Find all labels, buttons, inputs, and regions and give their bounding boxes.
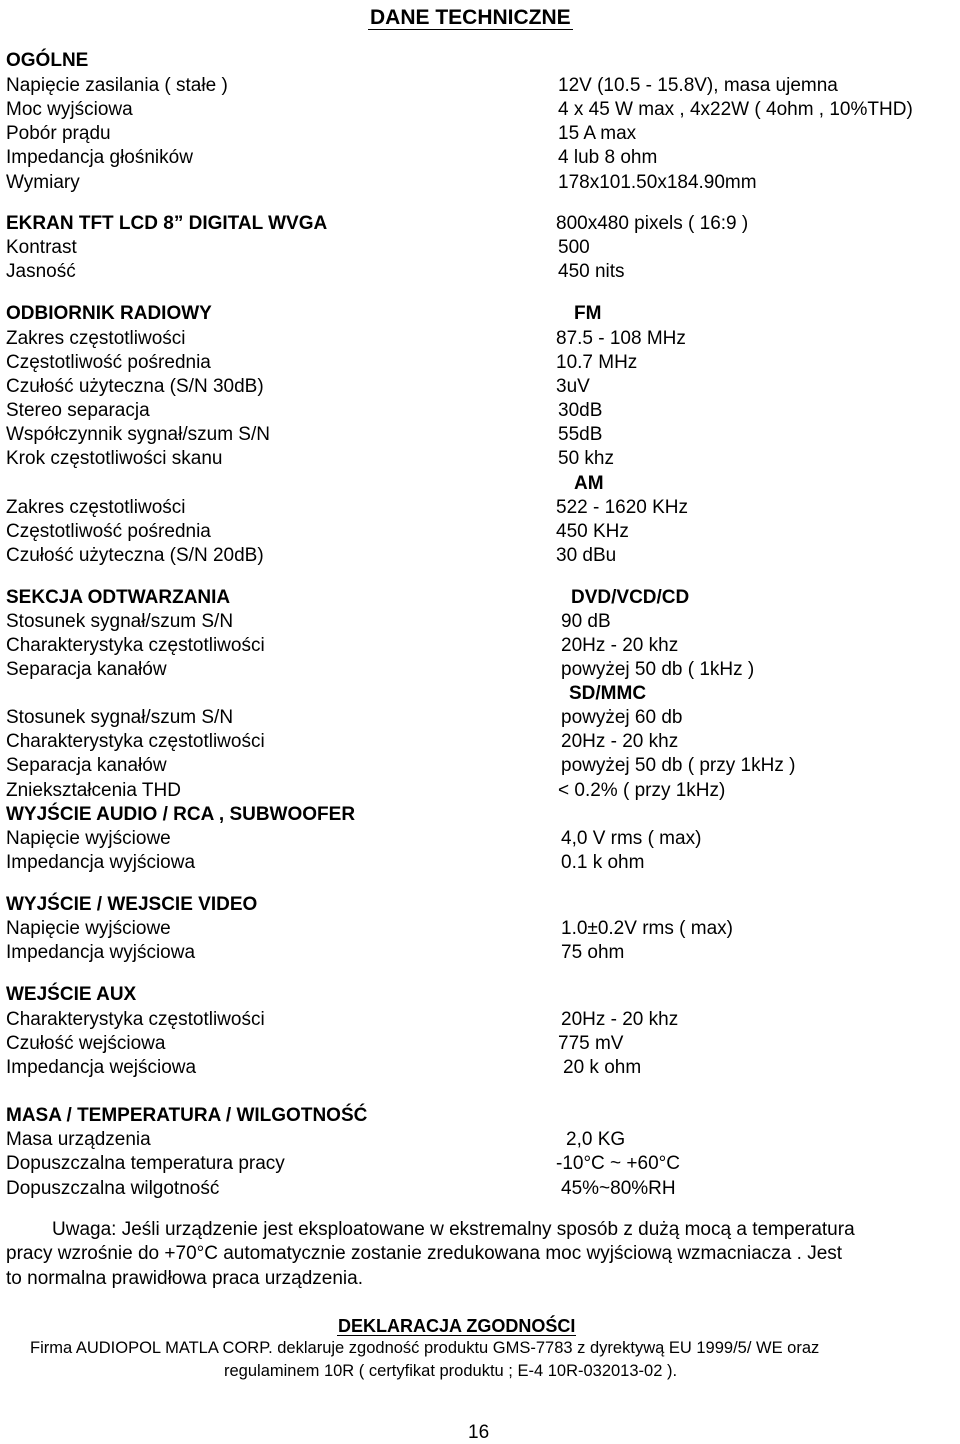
spec-value: powyżej 60 db — [561, 707, 683, 728]
spec-value: 20Hz - 20 khz — [561, 1009, 679, 1030]
spec-value: 20 k ohm — [563, 1057, 642, 1078]
spec-value: 3uV — [556, 376, 590, 397]
spec-value: 30 dBu — [556, 545, 617, 566]
declaration-line: regulaminem 10R ( certyfikat produktu ; E-4 10R-032013-02 ). — [224, 1362, 678, 1380]
spec-label: Stosunek sygnał/szum S/N — [6, 707, 234, 728]
spec-label: Kontrast — [6, 237, 77, 258]
spec-label: Impedancja wyjściowa — [6, 852, 196, 873]
spec-value: 30dB — [558, 400, 603, 421]
spec-label: Zakres częstotliwości — [6, 328, 186, 349]
spec-label: Impedancja głośników — [6, 147, 193, 168]
spec-value: 4 x 45 W max , 4x22W ( 4ohm , 10%THD) — [558, 99, 913, 120]
spec-value: -10°C ~ +60°C — [556, 1153, 680, 1174]
section-heading-audio-out: WYJŚCIE AUDIO / RCA , SUBWOOFER — [6, 804, 356, 825]
spec-label: Dopuszczalna wilgotność — [6, 1178, 220, 1199]
spec-label: Czułość użyteczna (S/N 30dB) — [6, 376, 264, 397]
spec-value: 10.7 MHz — [556, 352, 638, 373]
section-heading-radio: ODBIORNIK RADIOWY — [6, 303, 212, 324]
spec-value: powyżej 50 db ( przy 1kHz ) — [561, 755, 796, 776]
spec-label: Stosunek sygnał/szum S/N — [6, 611, 234, 632]
page-title: DANE TECHNICZNE — [370, 6, 571, 29]
spec-value: 55dB — [558, 424, 603, 445]
sub-heading-sd: SD/MMC — [569, 683, 647, 704]
spec-value: 450 KHz — [556, 521, 629, 542]
page-number: 16 — [468, 1422, 490, 1443]
spec-label: Napięcie wyjściowe — [6, 918, 171, 939]
spec-value: 50 khz — [558, 448, 614, 469]
section-heading-playback: SEKCJA ODTWARZANIA — [6, 587, 231, 608]
sub-heading-disc: DVD/VCD/CD — [571, 587, 690, 608]
spec-value: 20Hz - 20 khz — [561, 731, 679, 752]
spec-label: Separacja kanałów — [6, 755, 167, 776]
spec-label: Częstotliwość pośrednia — [6, 521, 211, 542]
spec-label: Zakres częstotliwości — [6, 497, 186, 518]
declaration-heading: DEKLARACJA ZGODNOŚCI — [338, 1316, 576, 1336]
spec-label: Współczynnik sygnał/szum S/N — [6, 424, 270, 445]
spec-label: Czułość użyteczna (S/N 20dB) — [6, 545, 264, 566]
spec-label: Stereo separacja — [6, 400, 150, 421]
spec-value: 800x480 pixels ( 16:9 ) — [556, 213, 749, 234]
spec-label: Dopuszczalna temperatura pracy — [6, 1153, 285, 1174]
spec-value: 500 — [558, 237, 590, 258]
spec-value: 4 lub 8 ohm — [558, 147, 658, 168]
spec-value: 75 ohm — [561, 942, 625, 963]
spec-label: Napięcie zasilania ( stałe ) — [6, 75, 228, 96]
spec-value: 12V (10.5 - 15.8V), masa ujemna — [558, 75, 838, 96]
declaration-line: Firma AUDIOPOL MATLA CORP. deklaruje zgodność produktu GMS-7783 z dyrektywą EU 1999/5/ WE oraz — [30, 1339, 820, 1357]
spec-label: Impedancja wejściowa — [6, 1057, 197, 1078]
spec-value: 178x101.50x184.90mm — [558, 172, 757, 193]
note-line: pracy wzrośnie do +70°C automatycznie zostanie zredukowana moc wyjściową wzmacniacza . Jest — [6, 1243, 843, 1264]
sub-heading-fm: FM — [574, 303, 602, 324]
spec-value: 775 mV — [558, 1033, 624, 1054]
spec-label: Krok częstotliwości skanu — [6, 448, 223, 469]
spec-label: Moc wyjściowa — [6, 99, 133, 120]
spec-value: 0.1 k ohm — [561, 852, 645, 873]
spec-label: Masa urządzenia — [6, 1129, 151, 1150]
spec-label: Zniekształcenia THD — [6, 780, 181, 801]
spec-label: Charakterystyka częstotliwości — [6, 731, 265, 752]
spec-value: 90 dB — [561, 611, 611, 632]
spec-value: 87.5 - 108 MHz — [556, 328, 686, 349]
spec-value: 450 nits — [558, 261, 625, 282]
spec-value: powyżej 50 db ( 1kHz ) — [561, 659, 755, 680]
spec-label: Czułość wejściowa — [6, 1033, 166, 1054]
spec-label: Separacja kanałów — [6, 659, 167, 680]
spec-value: 1.0±0.2V rms ( max) — [561, 918, 733, 939]
spec-label: Jasność — [6, 261, 76, 282]
spec-value: 20Hz - 20 khz — [561, 635, 679, 656]
spec-label: Wymiary — [6, 172, 80, 193]
note-line: Uwaga: Jeśli urządzenie jest eksploatowane w ekstremalny sposób z dużą mocą a temperatura — [52, 1219, 855, 1240]
spec-label: Pobór prądu — [6, 123, 111, 144]
section-heading-mass: MASA / TEMPERATURA / WILGOTNOŚĆ — [6, 1105, 368, 1126]
section-heading-video: WYJŚCIE / WEJSCIE VIDEO — [6, 894, 258, 915]
section-heading-aux: WEJŚCIE AUX — [6, 984, 137, 1005]
spec-value: 2,0 KG — [566, 1129, 626, 1150]
section-heading-general: OGÓLNE — [6, 50, 89, 71]
spec-label: Impedancja wyjściowa — [6, 942, 196, 963]
spec-label: Napięcie wyjściowe — [6, 828, 171, 849]
spec-value: 15 A max — [558, 123, 637, 144]
sub-heading-am: AM — [574, 473, 604, 494]
spec-value: < 0.2% ( przy 1kHz) — [558, 780, 726, 801]
spec-value: 45%~80%RH — [561, 1178, 676, 1199]
spec-label: Częstotliwość pośrednia — [6, 352, 211, 373]
spec-value: 522 - 1620 KHz — [556, 497, 689, 518]
spec-value: 4,0 V rms ( max) — [561, 828, 702, 849]
section-heading-screen: EKRAN TFT LCD 8” DIGITAL WVGA — [6, 213, 328, 234]
spec-label: Charakterystyka częstotliwości — [6, 635, 265, 656]
note-line: to normalna prawidłowa praca urządzenia. — [6, 1268, 363, 1289]
spec-label: Charakterystyka częstotliwości — [6, 1009, 265, 1030]
